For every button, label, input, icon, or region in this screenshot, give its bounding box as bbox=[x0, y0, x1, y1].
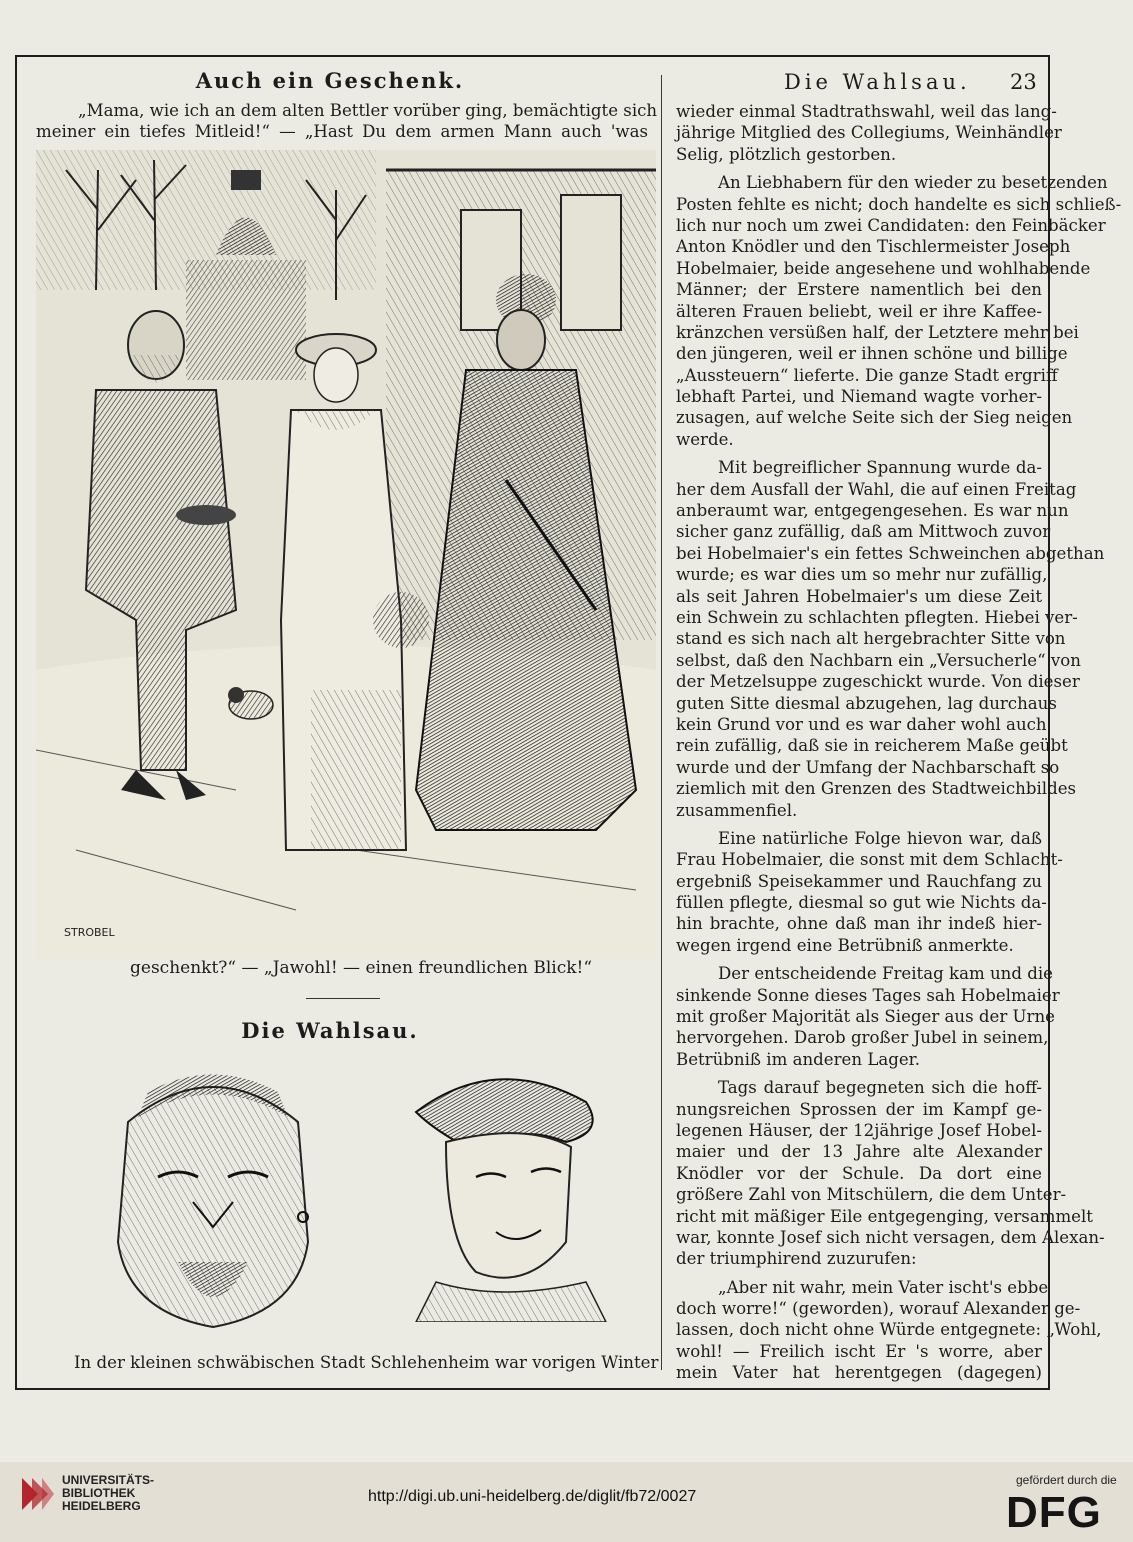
library-name bbox=[62, 1474, 154, 1513]
library-name-line2: BIBLIOTHEK bbox=[62, 1486, 136, 1500]
library-name-line3: HEIDELBERG bbox=[62, 1499, 141, 1513]
artist-signature: STROBEL bbox=[64, 926, 115, 939]
paragraph bbox=[676, 1277, 1102, 1384]
text-line: Tags darauf begegneten sich die hoff- bbox=[718, 1078, 1042, 1098]
footer-bar bbox=[0, 1462, 1133, 1542]
text-line: nungsreichen Sprossen der im Kampf ge- bbox=[676, 1099, 1042, 1119]
text-line: Eine natürliche Folge hievon war, daß bbox=[718, 828, 1042, 848]
text-line: kränzchen versüßen half, der Letztere mehr bei bbox=[676, 322, 1079, 342]
text-line: füllen pflegte, diesmal so gut wie Nichts da- bbox=[676, 893, 1047, 913]
library-name-line1: UNIVERSITÄTS- bbox=[62, 1473, 155, 1487]
sponsor-note: gefördert durch die bbox=[1016, 1473, 1117, 1487]
text-line: „Aber nit wahr, mein Vater ischt's ebbe bbox=[718, 1277, 1049, 1297]
text-line: als seit Jahren Hobelmaier's um diese Zeit bbox=[676, 586, 1042, 606]
street-scene-illustration bbox=[36, 150, 656, 958]
right-column-text bbox=[676, 101, 1122, 1391]
text-line: Männer; der Erstere namentlich bei den bbox=[676, 280, 1042, 300]
text-line: größere Zahl von Mitschülern, die dem Unter- bbox=[676, 1185, 1067, 1205]
text-line: hervorgehen. Darob großer Jubel in seinem, bbox=[676, 1028, 1049, 1048]
text-line: doch worre!“ (geworden), worauf Alexander ge- bbox=[676, 1299, 1081, 1319]
text-line: werde. bbox=[676, 429, 734, 449]
text-line: der Metzelsuppe zugeschickt wurde. Von dieser bbox=[676, 672, 1080, 692]
text-line: guten Sitte diesmal abzugehen, lag durchaus bbox=[676, 693, 1057, 713]
text-line: lassen, doch nicht ohne Würde entgegnete: „Wohl, bbox=[676, 1320, 1102, 1340]
text-line: zusagen, auf welche Seite sich der Sieg neigen bbox=[676, 408, 1073, 428]
text-line: Knödler vor der Schule. Da dort eine bbox=[676, 1163, 1042, 1183]
section-title: Die Wahlsau. bbox=[241, 1018, 419, 1043]
text-line: war, konnte Josef sich nicht versagen, dem Alexan- bbox=[676, 1227, 1105, 1247]
intro-line: meiner ein tiefes Mitleid!“ — „Hast Du dem armen Mann auch 'was bbox=[36, 122, 648, 142]
text-line: wieder einmal Stadtrathswahl, weil das lang- bbox=[676, 102, 1057, 121]
portrait-curly-man bbox=[376, 1052, 628, 1322]
text-line: bei Hobelmaier's ein fettes Schweinchen abgethan bbox=[676, 543, 1105, 563]
paragraph bbox=[676, 828, 1063, 956]
paragraph bbox=[676, 963, 1060, 1070]
permalink-url[interactable]: http://digi.ub.uni-heidelberg.de/diglit/fb72/0027 bbox=[368, 1488, 697, 1505]
intro-line: „Mama, wie ich an dem alten Bettler vorüber ging, bemächtigte sich bbox=[78, 101, 658, 120]
portrait-bald-man bbox=[88, 1062, 338, 1332]
page-number: 23 bbox=[1010, 70, 1037, 94]
text-line: sicher ganz zufällig, daß am Mittwoch zuvor bbox=[676, 522, 1051, 542]
text-line: zusammenfiel. bbox=[676, 800, 798, 820]
text-line: selbst, daß den Nachbarn ein „Versucherle“ von bbox=[676, 650, 1081, 670]
running-head: Die Wahlsau. bbox=[784, 70, 971, 94]
text-line: Mit begreiflicher Spannung wurde da- bbox=[718, 458, 1042, 478]
text-line: Selig, plötzlich gestorben. bbox=[676, 144, 897, 164]
column-divider bbox=[661, 75, 662, 1370]
text-line: jährige Mitglied des Collegiums, Weinhändler bbox=[676, 123, 1062, 143]
text-line: mit großer Majorität als Sieger aus der Urne bbox=[676, 1007, 1055, 1027]
text-line: maier und der 13 Jahre alte Alexander bbox=[676, 1142, 1042, 1162]
text-line: „Aussteuern“ lieferte. Die ganze Stadt ergriff bbox=[676, 365, 1058, 385]
text-line: richt mit mäßiger Eile entgegenging, versammelt bbox=[676, 1206, 1093, 1226]
text-line: anberaumt war, entgegengesehen. Es war nun bbox=[676, 501, 1069, 521]
text-line: hin brachte, ohne daß man ihr indeß hier- bbox=[676, 914, 1042, 934]
text-line: Posten fehlte es nicht; doch handelte es sich schließ- bbox=[676, 194, 1122, 214]
illustration-caption: geschenkt?“ — „Jawohl! — einen freundlichen Blick!“ bbox=[130, 958, 593, 978]
text-line: der triumphirend zuzurufen: bbox=[676, 1249, 917, 1269]
paragraph bbox=[676, 1077, 1105, 1270]
dfg-logo: DFG bbox=[1006, 1488, 1102, 1537]
text-line: stand es sich nach alt hergebrachter Sitte von bbox=[676, 629, 1066, 649]
text-line: Betrübniß im anderen Lager. bbox=[676, 1049, 921, 1069]
text-line: lebhaft Partei, und Niemand wagte vorher- bbox=[676, 387, 1042, 407]
text-line: wurde; es war dies um so mehr nur zufällig, bbox=[676, 565, 1048, 585]
paragraph bbox=[676, 172, 1122, 450]
left-heading: Auch ein Geschenk. bbox=[195, 68, 465, 93]
text-line: kein Grund vor und es war daher wohl auch bbox=[676, 714, 1047, 734]
paragraph bbox=[676, 457, 1105, 821]
text-line: lich nur noch um zwei Candidaten: den Feinbäcker bbox=[676, 215, 1106, 235]
text-line: älteren Frauen beliebt, weil er ihre Kaffee- bbox=[676, 301, 1042, 321]
text-line: legenen Häuser, der 12jährige Josef Hobel- bbox=[676, 1120, 1042, 1140]
text-line: mein Vater hat herentgegen (dagegen) bbox=[676, 1363, 1042, 1383]
text-line: Hobelmaier, beide angesehene und wohlhabende bbox=[676, 258, 1091, 278]
text-line: wurde und der Umfang der Nachbarschaft so bbox=[676, 757, 1060, 777]
left-bottom-line: In der kleinen schwäbischen Stadt Schlehenheim war vorigen Winter bbox=[74, 1353, 659, 1372]
text-line: rein zufällig, daß sie in reicherem Maße geübt bbox=[676, 736, 1068, 756]
text-line: ein Schwein zu schlachten pflegten. Hiebei ver- bbox=[676, 607, 1078, 627]
text-line: Der entscheidende Freitag kam und die bbox=[718, 964, 1053, 984]
text-line: den jüngeren, weil er ihnen schöne und billige bbox=[676, 344, 1068, 364]
text-line: An Liebhabern für den wieder zu besetzenden bbox=[718, 173, 1108, 193]
text-line: her dem Ausfall der Wahl, die auf einen Freitag bbox=[676, 479, 1077, 499]
text-line: ergebniß Speisekammer und Rauchfang zu bbox=[676, 871, 1042, 891]
text-line: sinkende Sonne dieses Tages sah Hobelmaier bbox=[676, 985, 1060, 1005]
paragraph bbox=[676, 101, 1062, 165]
text-line: wegen irgend eine Betrübniß anmerkte. bbox=[676, 935, 1014, 955]
text-line: ziemlich mit den Grenzen des Stadtweichbildes bbox=[676, 779, 1077, 799]
text-line: Frau Hobelmaier, die sonst mit dem Schlacht- bbox=[676, 850, 1063, 870]
text-line: wohl! — Freilich ischt Er 's worre, aber bbox=[676, 1341, 1042, 1361]
library-logo-icon bbox=[18, 1474, 58, 1514]
left-bottom-text bbox=[74, 1352, 659, 1373]
section-rule bbox=[306, 998, 380, 999]
text-line: Anton Knödler und den Tischlermeister Joseph bbox=[676, 237, 1071, 257]
left-intro bbox=[36, 100, 658, 143]
